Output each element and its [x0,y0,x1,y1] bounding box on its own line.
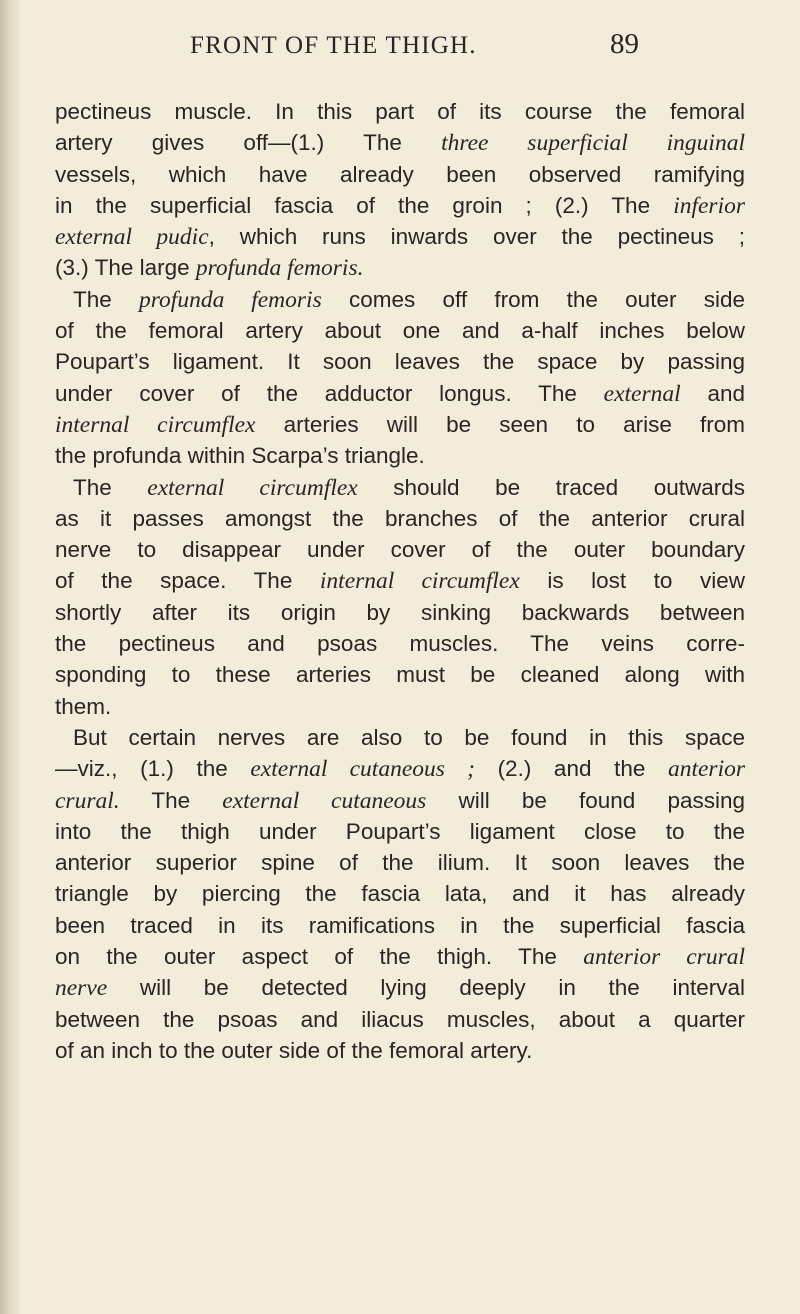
text-line [55,753,745,784]
italic-term: external [603,380,681,407]
text-line [55,1004,745,1035]
italic-term: profunda femoris. [195,255,364,282]
text-line [55,252,745,283]
text-run: in the superficial fascia of the groin ; (2.) The [55,192,674,218]
italic-term: three superficial inguinal [441,130,745,157]
text-line [55,534,745,565]
text-line [55,847,745,878]
text-line [55,503,745,534]
text-run: arteries will be seen to arise from [255,411,745,437]
text-line [55,472,745,503]
text-run: (3.) The large [55,255,196,281]
text-run: between the psoas and iliacus muscles, about a quarter [55,1006,745,1032]
text-line [55,628,745,659]
body-text [55,96,745,1066]
text-line [55,722,745,753]
italic-term: inferior [673,192,745,219]
text-line [55,284,745,315]
text-run: of the femoral artery about one and a-half inches below [55,318,745,344]
italic-term: external circumflex [147,474,358,501]
text-run: of an inch to the outer side of the femoral artery. [55,1037,533,1063]
text-run: been traced in its ramifications in the superficial fascia [55,912,745,938]
text-run: is lost to view [519,568,745,594]
text-run: into the thigh under Poupart’s ligament close to the [55,818,745,844]
text-run: Poupart’s ligament. It soon leaves the space by passing [55,349,745,375]
text-line [55,440,745,471]
text-run: will be found passing [426,787,745,813]
italic-term: nerve [55,975,108,1002]
text-line [55,878,745,909]
text-run: the pectineus and psoas muscles. The veins corre- [55,631,745,657]
text-line [55,190,745,221]
text-line [55,785,745,816]
text-run: nerve to disappear under cover of the outer boundary [55,537,745,563]
text-run: artery gives off—(1.) The [55,130,442,156]
text-line [55,910,745,941]
text-line [55,1035,745,1066]
text-run: —viz., (1.) the [55,756,251,782]
text-run: shortly after its origin by sinking backwards between [55,599,745,625]
text-line [55,346,745,377]
text-line [55,972,745,1003]
italic-term: anterior [667,756,745,783]
italic-term: external cutaneous ; [250,756,475,783]
running-title: FRONT OF THE THIGH. [190,32,477,59]
text-line [55,159,745,190]
text-run: The [119,787,223,813]
text-run: and [680,380,745,406]
text-line [55,409,745,440]
text-run: , which runs inwards over the pectineus ; [208,224,745,250]
text-line [55,941,745,972]
italic-term: internal circumflex [319,568,520,595]
text-run: But certain nerves are also to be found in this space [73,724,745,750]
text-run: the profunda within Scarpa’s triangle. [55,443,425,469]
text-run: under cover of the adductor longus. The [55,380,604,406]
text-run: The [73,474,148,500]
text-line [55,221,745,252]
page-gutter-shadow [0,0,22,1314]
italic-term: internal circumflex [55,411,256,438]
text-line [55,378,745,409]
text-run: on the outer aspect of the thigh. The [55,944,584,970]
italic-term: anterior crural [583,944,745,971]
text-run: them. [55,693,112,719]
text-run: pectineus muscle. In this part of its course the femoral [55,99,745,124]
text-run: triangle by piercing the fascia lata, and it has already [55,881,745,907]
text-run: comes off from the outer side [321,286,745,312]
text-run: should be traced outwards [357,474,745,500]
text-line [55,315,745,346]
text-line [55,127,745,158]
text-run: of the space. The [55,568,320,594]
italic-term: external cutaneous [222,787,427,814]
text-run: vessels, which have already been observed ramifying [55,161,745,187]
text-line [55,597,745,628]
text-run: as it passes amongst the branches of the anterior crural [55,505,745,531]
running-head [0,22,800,68]
italic-term: crural. [55,787,120,814]
text-line [55,691,745,722]
text-line [55,816,745,847]
text-run: sponding to these arteries must be cleaned along with [55,662,745,688]
text-run: will be detected lying deeply in the interval [107,975,745,1001]
text-run: anterior superior spine of the ilium. It soon leaves the [55,850,745,876]
page-number: 89 [610,28,639,60]
text-line [55,96,745,127]
text-run: The [73,286,140,312]
italic-term: profunda femoris [139,286,322,313]
italic-term: external pudic [55,224,209,251]
text-run: (2.) and the [474,756,668,782]
text-line [55,659,745,690]
text-line [55,565,745,596]
